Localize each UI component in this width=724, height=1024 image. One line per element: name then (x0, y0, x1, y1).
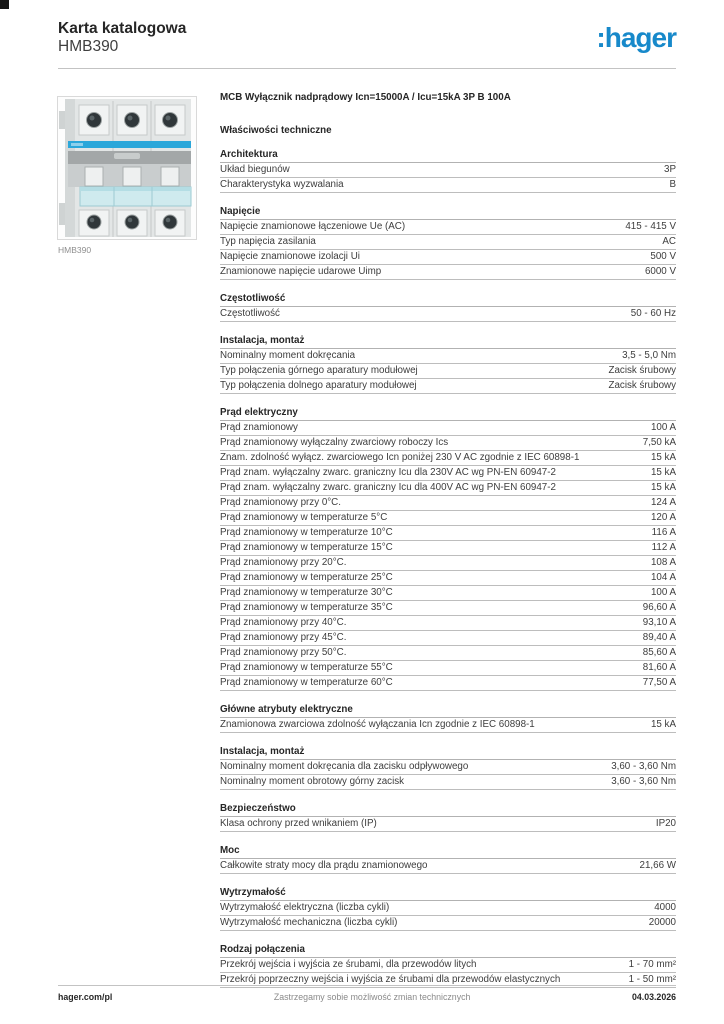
spec-row (220, 220, 676, 235)
spec-row-label: Prąd znamionowy w temperaturze 15°C (220, 542, 393, 553)
spec-row-label: Napięcie znamionowe łączeniowe Ue (AC) (220, 221, 406, 232)
spec-row (220, 451, 676, 466)
spec-section (220, 335, 676, 394)
spec-section (220, 407, 676, 691)
spec-row-value: Zacisk śrubowy (608, 380, 676, 391)
spec-row (220, 718, 676, 733)
spec-row-label: Prąd znamionowy przy 40°C. (220, 617, 347, 628)
spec-row-label: Prąd znamionowy w temperaturze 5°C (220, 512, 388, 523)
spec-section (220, 803, 676, 832)
spec-row (220, 631, 676, 646)
spec-row-label: Prąd znamionowy w temperaturze 10°C (220, 527, 393, 538)
spec-row-value: 15 kA (650, 719, 676, 730)
spec-row-label: Prąd znamionowy przy 0°C. (220, 497, 341, 508)
spec-row-label: Całkowite straty mocy dla prądu znamionowego (220, 860, 428, 871)
spec-row-label: Układ biegunów (220, 164, 290, 175)
spec-row-label: Typ połączenia górnego aparatury modułowej (220, 365, 418, 376)
spec-row-label: Nominalny moment dokręcania (220, 350, 356, 361)
footer-date: 04.03.2026 (631, 992, 676, 1002)
spec-row-label: Przekrój wejścia i wyjścia ze śrubami, dla przewodów litych (220, 959, 477, 970)
header-divider (58, 68, 676, 69)
footer-divider (58, 985, 676, 986)
spec-row-value: 20000 (648, 917, 676, 928)
spec-row-value: 415 - 415 V (625, 221, 676, 232)
spec-row-value: 104 A (650, 572, 676, 583)
spec-row-value: IP20 (655, 818, 676, 829)
spec-row-label: Prąd znamionowy w temperaturze 30°C (220, 587, 393, 598)
spec-row-value: 1 - 70 mm² (628, 959, 676, 970)
spec-row (220, 586, 676, 601)
spec-row (220, 901, 676, 916)
spec-row (220, 760, 676, 775)
spec-row-label: Prąd znamionowy przy 20°C. (220, 557, 347, 568)
spec-section (220, 944, 676, 988)
spec-row (220, 307, 676, 322)
spec-row-label: Częstotliwość (220, 308, 280, 319)
spec-section (220, 293, 676, 322)
spec-row (220, 916, 676, 931)
spec-row-value: 3P (664, 164, 676, 175)
spec-row-value: 3,5 - 5,0 Nm (622, 350, 676, 361)
spec-row-value: 3,60 - 3,60 Nm (611, 776, 676, 787)
spec-row (220, 178, 676, 193)
spec-row (220, 481, 676, 496)
spec-row-value: 77,50 A (642, 677, 676, 688)
spec-row-value: 500 V (650, 251, 676, 262)
spec-section-heading: Bezpieczeństwo (220, 803, 676, 817)
spec-row-label: Wytrzymałość mechaniczna (liczba cykli) (220, 917, 398, 928)
spec-row-label: Prąd znam. wyłączalny zwarc. graniczny Icu dla 230V AC wg PN-EN 60947-2 (220, 467, 556, 478)
properties-section-title: Właściwości techniczne (220, 125, 332, 136)
spec-row (220, 421, 676, 436)
spec-section (220, 206, 676, 280)
product-code: HMB390 (58, 37, 119, 55)
spec-section-heading: Wytrzymałość (220, 887, 676, 901)
spec-row (220, 163, 676, 178)
spec-row-label: Prąd znamionowy w temperaturze 60°C (220, 677, 393, 688)
spec-row-label: Prąd znamionowy przy 50°C. (220, 647, 347, 658)
spec-row-value: 81,60 A (642, 662, 676, 673)
spec-row (220, 661, 676, 676)
spec-row-value: 120 A (650, 512, 676, 523)
spec-row (220, 541, 676, 556)
spec-section-heading: Napięcie (220, 206, 676, 220)
spec-row (220, 496, 676, 511)
spec-row-label: Prąd znamionowy przy 45°C. (220, 632, 347, 643)
spec-row-value: 6000 V (644, 266, 676, 277)
spec-row-value: Zacisk śrubowy (608, 365, 676, 376)
crop-mark (0, 0, 9, 9)
spec-row (220, 466, 676, 481)
hager-logo: :hager (596, 22, 676, 53)
spec-row (220, 646, 676, 661)
page-footer (58, 992, 676, 1002)
spec-row-value: 3,60 - 3,60 Nm (611, 761, 676, 772)
spec-row-value: 1 - 50 mm² (628, 974, 676, 985)
spec-section-heading: Instalacja, montaż (220, 746, 676, 760)
spec-row-value: 108 A (650, 557, 676, 568)
spec-row-value: 4000 (654, 902, 676, 913)
spec-row-label: Prąd znamionowy (220, 422, 298, 433)
spec-row-value: B (669, 179, 676, 190)
spec-row-label: Napięcie znamionowe izolacji Ui (220, 251, 360, 262)
spec-row (220, 526, 676, 541)
spec-row (220, 571, 676, 586)
spec-row-label: Wytrzymałość elektryczna (liczba cykli) (220, 902, 390, 913)
spec-row-value: 116 A (651, 527, 676, 538)
spec-section-heading: Architektura (220, 149, 676, 163)
spec-row-label: Znamionowa zwarciowa zdolność wyłączania Icn zgodnie z IEC 60898-1 (220, 719, 535, 730)
footer-disclaimer: Zastrzegamy sobie możliwość zmian technicznych (273, 992, 471, 1002)
spec-sections (220, 149, 676, 988)
spec-section-heading: Prąd elektryczny (220, 407, 676, 421)
spec-row (220, 235, 676, 250)
spec-row-value: 7,50 kA (642, 437, 676, 448)
spec-section-heading: Częstotliwość (220, 293, 676, 307)
spec-section (220, 704, 676, 733)
spec-row-label: Charakterystyka wyzwalania (220, 179, 344, 190)
spec-row (220, 556, 676, 571)
spec-row-value: 50 - 60 Hz (630, 308, 676, 319)
spec-section-heading: Rodzaj połączenia (220, 944, 676, 958)
product-image-caption: HMB390 (58, 245, 92, 255)
spec-section (220, 887, 676, 931)
product-title: MCB Wyłącznik nadprądowy Icn=15000A / Icu=15kA 3P B 100A (220, 92, 511, 103)
spec-row-label: Prąd znamionowy w temperaturze 55°C (220, 662, 393, 673)
spec-row-label: Prąd znamionowy w temperaturze 35°C (220, 602, 393, 613)
spec-row-value: 85,60 A (642, 647, 676, 658)
spec-row-value: AC (662, 236, 676, 247)
spec-row-value: 21,66 W (639, 860, 676, 871)
spec-row-label: Przekrój poprzeczny wejścia i wyjścia ze śrubami dla przewodów elastycznych (220, 974, 561, 985)
spec-row (220, 379, 676, 394)
spec-row (220, 436, 676, 451)
spec-row-value: 15 kA (650, 467, 676, 478)
spec-row-value: 93,10 A (642, 617, 676, 628)
spec-row (220, 511, 676, 526)
spec-row-label: Klasa ochrony przed wnikaniem (IP) (220, 818, 377, 829)
spec-row-value: 100 A (650, 422, 676, 433)
spec-row-value: 112 A (651, 542, 676, 553)
document-type-title: Karta katalogowa (58, 20, 187, 37)
technical-content (220, 92, 676, 988)
spec-section (220, 845, 676, 874)
spec-row (220, 817, 676, 832)
spec-row-value: 100 A (650, 587, 676, 598)
spec-section-heading: Moc (220, 845, 676, 859)
spec-row (220, 265, 676, 280)
spec-row-label: Nominalny moment dokręcania dla zacisku odpływowego (220, 761, 469, 772)
spec-row-value: 15 kA (650, 482, 676, 493)
spec-row-label: Prąd znamionowy wyłączalny zwarciowy roboczy Ics (220, 437, 449, 448)
footer-website: hager.com/pl (58, 992, 113, 1002)
spec-row-label: Typ napięcia zasilania (220, 236, 316, 247)
spec-row-value: 124 A (650, 497, 676, 508)
spec-row (220, 616, 676, 631)
mcb-breaker-illustration (58, 97, 196, 239)
spec-row (220, 859, 676, 874)
spec-row (220, 676, 676, 691)
spec-row (220, 250, 676, 265)
spec-section-heading: Główne atrybuty elektryczne (220, 704, 676, 718)
spec-section (220, 149, 676, 193)
page-header (58, 20, 676, 56)
spec-row-value: 89,40 A (642, 632, 676, 643)
spec-row-label: Typ połączenia dolnego aparatury modułowej (220, 380, 417, 391)
spec-row-label: Prąd znamionowy w temperaturze 25°C (220, 572, 393, 583)
spec-row-value: 96,60 A (642, 602, 676, 613)
spec-row-label: Nominalny moment obrotowy górny zacisk (220, 776, 405, 787)
spec-row-value: 15 kA (650, 452, 676, 463)
spec-row (220, 364, 676, 379)
product-image (57, 96, 197, 240)
spec-row (220, 775, 676, 790)
spec-row (220, 601, 676, 616)
spec-row (220, 958, 676, 973)
spec-row-label: Znam. zdolność wyłącz. zwarciowego Icn poniżej 230 V AC zgodnie z IEC 60898-1 (220, 452, 580, 463)
spec-row-label: Prąd znam. wyłączalny zwarc. graniczny Icu dla 400V AC wg PN-EN 60947-2 (220, 482, 556, 493)
spec-row (220, 349, 676, 364)
spec-row-label: Znamionowe napięcie udarowe Uimp (220, 266, 382, 277)
spec-section (220, 746, 676, 790)
spec-section-heading: Instalacja, montaż (220, 335, 676, 349)
